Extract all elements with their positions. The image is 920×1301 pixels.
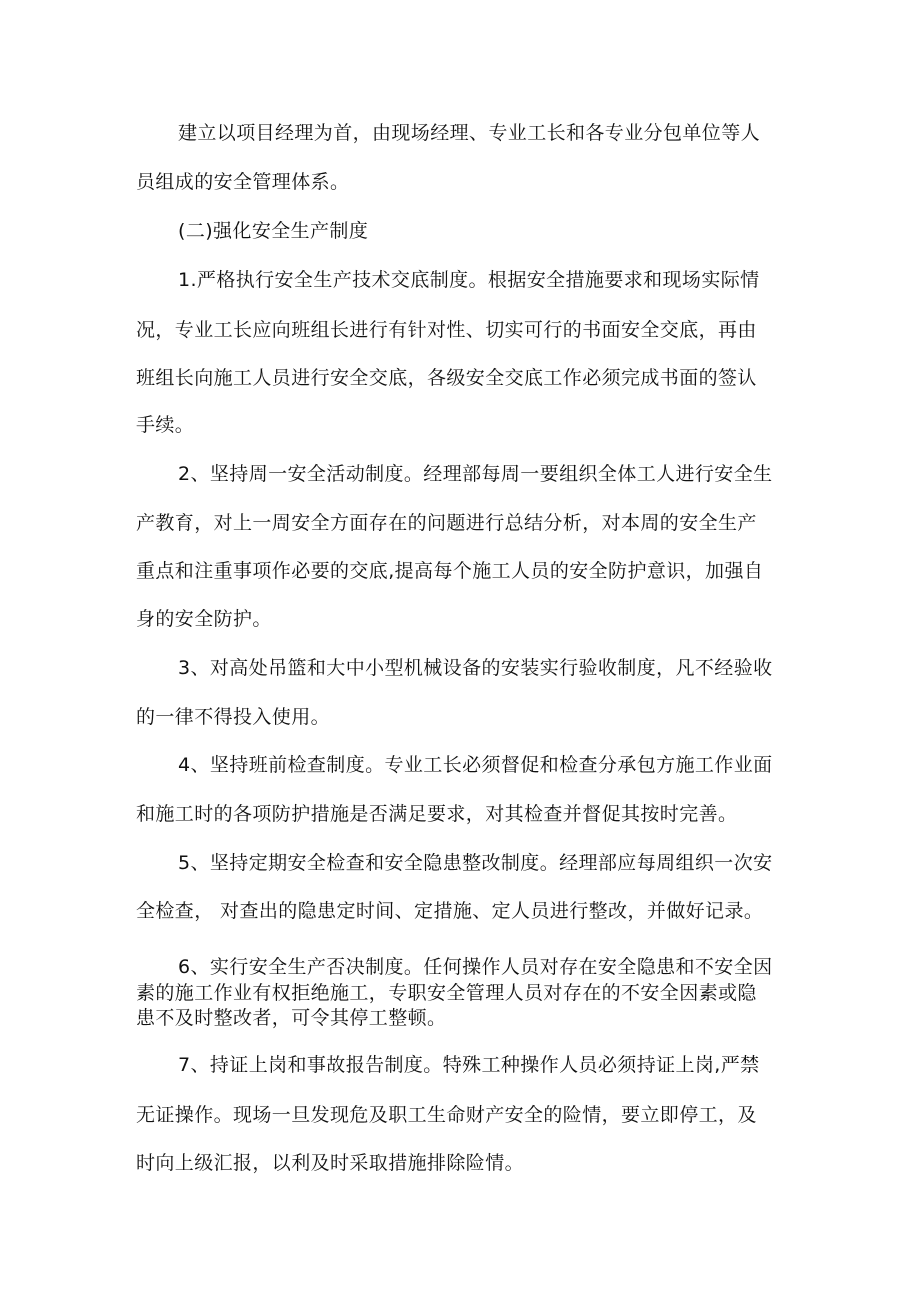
item-7-line-2: 无证操作。现场一旦发现危及职工生命财产安全的险情，要立即停工，及 [136,1104,757,1126]
item-1-line-4: 手续。 [136,414,195,436]
item-2-line-1: 2、坚持周一安全活动制度。经理部每周一要组织全体工人进行安全生 [178,463,773,485]
intro-line-2: 员组成的安全管理体系。 [136,171,350,193]
item-2-line-2: 产教育，对上一周安全方面存在的问题进行总结分析，对本周的安全生产 [136,512,757,534]
item-3-line-1: 3、对高处吊篮和大中小型机械设备的安装实行验收制度，凡不经验收 [178,657,773,679]
item-4-line-1: 4、坚持班前检查制度。专业工长必须督促和检查分承包方施工作业面 [178,754,773,776]
item-4-line-2: 和施工时的各项防护措施是否满足要求，对其检查并督促其按时完善。 [136,803,738,825]
item-2-line-4: 身的安全防护。 [136,608,272,630]
item-1-line-2: 况，专业工长应向班组长进行有针对性、切实可行的书面安全交底，再由 [136,319,757,341]
item-5-line-1: 5、坚持定期安全检查和安全隐患整改制度。经理部应每周组织一次安 [178,852,773,874]
intro-line-1: 建立以项目经理为首，由现场经理、专业工长和各专业分包单位等人 [178,122,761,144]
section-heading: (二)强化安全生产制度 [178,220,369,242]
item-7-line-1: 7、持证上岗和事故报告制度。特殊工种操作人员必须持证上岗,严禁 [178,1054,760,1076]
item-7-line-3: 时向上级汇报，以利及时采取措施排除险情。 [136,1152,525,1174]
item-6-line-3: 患不及时整改者，可令其停工整顿。 [136,1007,447,1029]
item-2-line-3: 重点和注重事项作必要的交底,提高每个施工人员的安全防护意识，加强自 [136,560,764,582]
item-3-line-2: 的一律不得投入使用。 [136,706,331,728]
item-6-line-2: 素的施工作业有权拒绝施工，专职安全管理人员对存在的不安全因素或隐 [136,982,757,1004]
item-6-line-1: 6、实行安全生产否决制度。任何操作人员对存在安全隐患和不安全因 [178,956,773,978]
item-1-line-1: 1.严格执行安全生产技术交底制度。根据安全措施要求和现场实际情 [178,269,760,291]
item-1-line-3: 班组长向施工人员进行安全交底，各级安全交底工作必须完成书面的签认 [136,367,757,389]
item-5-line-2: 全检查， 对查出的隐患定时间、定措施、定人员进行整改，并做好记录。 [136,900,764,922]
